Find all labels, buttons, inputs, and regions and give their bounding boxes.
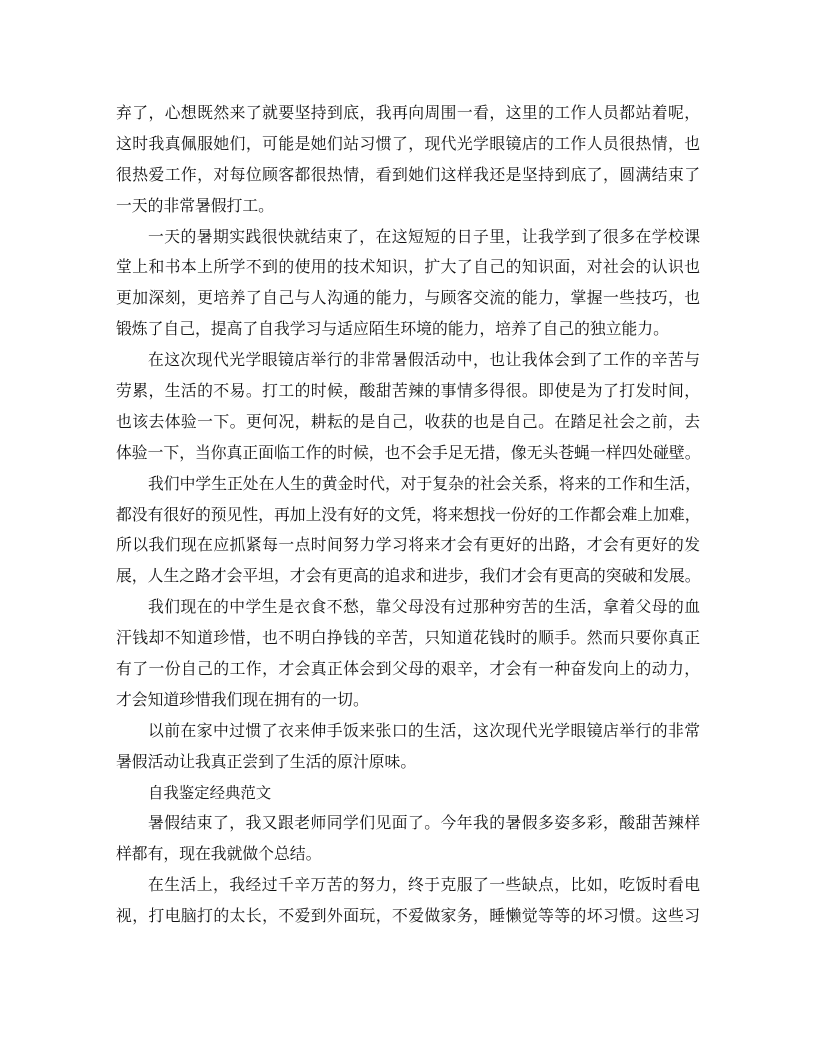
paragraph-first-line: 我们现在的中学生是衣食不愁，靠父母没有过那种穷苦的生活，拿着父母的血 — [148, 597, 700, 617]
text-line: 汗钱却不知道珍惜，也不明白挣钱的辛苦，只知道花钱时的顺手。然而只要你真正 — [116, 628, 700, 648]
text-line: 堂上和书本上所学不到的使用的技术知识，扩大了自己的知识面，对社会的认识也 — [116, 257, 700, 277]
text-line: 暑假活动让我真正尝到了生活的原汁原味。 — [116, 751, 417, 771]
paragraph-first-line: 在这次现代光学眼镜店举行的非常暑假活动中，也让我体会到了工作的辛苦与 — [148, 350, 700, 370]
document-page — [116, 98, 700, 932]
text-line: 弃了，心想既然来了就要坚持到底，我再向周围一看，这里的工作人员都站着呢， — [116, 103, 700, 122]
text-line: 有了一份自己的工作，才会真正体会到父母的艰辛，才会有一种奋发向上的动力， — [116, 659, 700, 679]
text-line: 样都有，现在我就做个总结。 — [116, 844, 322, 864]
text-line: 展，人生之路才会平坦，才会有更高的追求和进步，我们才会有更高的突破和发展。 — [116, 566, 701, 586]
paragraph-first-line: 我们中学生正处在人生的黄金时代，对于复杂的社会关系，将来的工作和生活， — [148, 473, 701, 493]
text-line: 体验一下，当你真正面临工作的时候，也不会手足无措，像无头苍蝇一样四处碰壁。 — [116, 442, 701, 462]
paragraph-first-line: 在生活上，我经过千辛万苦的努力，终于克服了一些缺点，比如，吃饭时看电 — [148, 875, 700, 895]
paragraph-first-line: 以前在家中过惯了衣来伸手饭来张口的生活，这次现代光学眼镜店举行的非常 — [148, 720, 700, 740]
text-line: 也该去体验一下。更何况，耕耘的是自己，收获的也是自己。在踏足社会之前，去 — [116, 411, 700, 431]
text-line: 这时我真佩服她们，可能是她们站习惯了，现代光学眼镜店的工作人员很热情，也 — [116, 133, 700, 153]
text-line: 视，打电脑打的太长，不爱到外面玩，不爱做家务，睡懒觉等等的坏习惯。这些习 — [116, 906, 700, 926]
text-line: 更加深刻，更培养了自己与人沟通的能力，与顾客交流的能力，掌握一些技巧，也 — [116, 288, 700, 308]
text-line: 所以我们现在应抓紧每一点时间努力学习将来才会有更好的出路，才会有更好的发 — [116, 535, 700, 555]
text-line: 劳累，生活的不易。打工的时候，酸甜苦辣的事情多得很。即使是为了打发时间， — [116, 381, 700, 401]
section-heading: 自我鉴定经典范文 — [148, 783, 272, 802]
text-line: 一天的非常暑假打工。 — [116, 195, 274, 215]
text-line: 很热爱工作，对每位顾客都很热情，看到她们这样我还是坚持到底了，圆满结束了 — [116, 164, 700, 184]
paragraph-first-line: 暑假结束了，我又跟老师同学们见面了。今年我的暑假多姿多彩，酸甜苦辣样 — [148, 813, 700, 833]
text-line: 才会知道珍惜我们现在拥有的一切。 — [116, 689, 369, 709]
text-line: 都没有很好的预见性，再加上没有好的文凭，将来想找一份好的工作都会难上加难， — [116, 504, 701, 524]
text-line: 锻炼了自己，提高了自我学习与适应陌生环境的能力，培养了自己的独立能力。 — [116, 319, 669, 339]
paragraph-first-line: 一天的暑期实践很快就结束了，在这短短的日子里，让我学到了很多在学校课 — [148, 226, 700, 246]
